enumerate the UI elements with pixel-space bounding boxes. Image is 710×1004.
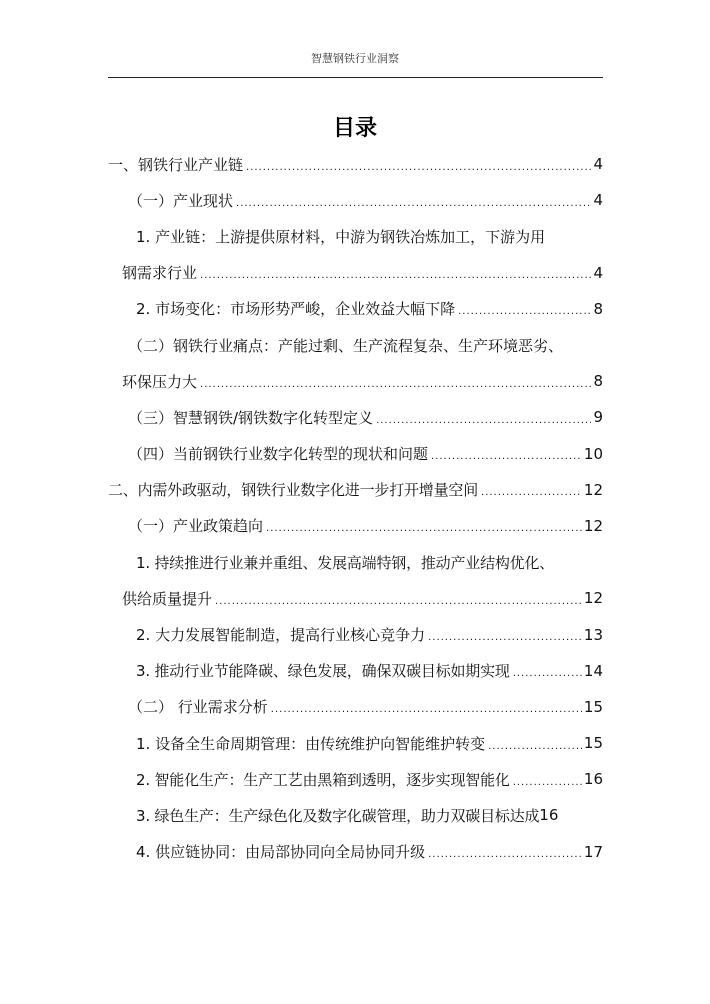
- toc-page-number: 10: [583, 444, 603, 463]
- toc-entry[interactable]: [108, 544, 603, 580]
- toc-entry-text: 1. 设备全生命周期管理：由传统维护向智能维护转变: [136, 734, 486, 753]
- toc-entry[interactable]: [108, 472, 603, 508]
- toc-page-number: 12: [583, 516, 603, 535]
- toc-entry-text: 一、钢铁行业产业链: [108, 155, 244, 174]
- toc-entry[interactable]: [108, 653, 603, 689]
- dot-leader: [458, 306, 591, 317]
- toc-page-number: 12: [583, 589, 603, 608]
- toc-entry-text: 2. 大力发展智能制造，提高行业核心竞争力: [136, 626, 426, 645]
- dot-leader: [431, 451, 582, 462]
- toc-entry-text: 3. 绿色生产：生产绿色化及数字化碳管理，助力双碳目标达成: [136, 806, 540, 825]
- dot-leader: [488, 741, 582, 752]
- toc-page-number: 8: [593, 299, 603, 318]
- toc-entry[interactable]: [108, 725, 603, 761]
- toc-entry[interactable]: [108, 399, 603, 435]
- toc-page-number: 15: [583, 734, 603, 753]
- toc-entry-text: 环保压力大: [122, 372, 198, 391]
- toc-entry-text: （一）产业现状: [128, 191, 234, 210]
- dot-leader: [428, 849, 582, 860]
- toc-title: 目录: [332, 116, 377, 141]
- dot-leader: [200, 379, 591, 390]
- toc-entry-text: （二） 行业需求分析: [128, 698, 268, 717]
- toc-entry-text: （一）产业政策趋向: [128, 517, 264, 536]
- toc-entry[interactable]: [108, 797, 603, 833]
- toc-entry-text: 二、内需外政驱动，钢铁行业数字化进一步打开增量空间: [108, 481, 479, 500]
- toc-entry-text: （四）当前钢铁行业数字化转型的现状和问题: [128, 445, 429, 464]
- dot-leader: [236, 198, 591, 209]
- dot-leader: [266, 523, 582, 534]
- toc-entry-text: 钢需求行业: [122, 264, 198, 283]
- toc-entry[interactable]: [108, 436, 603, 472]
- toc-entry[interactable]: [108, 508, 603, 544]
- dot-leader: [271, 704, 582, 715]
- dot-leader: [246, 162, 591, 173]
- dot-leader: [428, 632, 582, 643]
- dot-leader: [200, 270, 591, 281]
- toc-page-number: 8: [593, 372, 603, 391]
- dot-leader: [481, 487, 582, 498]
- toc-entry[interactable]: [108, 182, 603, 218]
- toc-entry-continuation[interactable]: [108, 363, 603, 399]
- dot-leader: [513, 668, 582, 679]
- toc-entry-continuation[interactable]: [108, 255, 603, 291]
- toc-entry[interactable]: [108, 834, 603, 870]
- dot-leader: [215, 596, 582, 607]
- toc-entry[interactable]: [108, 218, 603, 254]
- toc-entry-text: （二）钢铁行业痛点：产能过剩、生产流程复杂、生产环境恶劣、: [128, 336, 564, 355]
- toc-page-number: 13: [583, 625, 603, 644]
- toc-entry[interactable]: [108, 616, 603, 652]
- toc-page-number: 14: [583, 661, 603, 680]
- toc-entry-text: 4. 供应链协同：由局部协同向全局协同升级: [136, 843, 426, 862]
- toc-page-number: 4: [593, 155, 603, 174]
- toc-page-number: 16: [539, 806, 559, 825]
- toc-entry-text: 1. 产业链：上游提供原材料，中游为钢铁冶炼加工，下游为用: [136, 227, 546, 246]
- toc-entry-text: 3. 推动行业节能降碳、绿色发展，确保双碳目标如期实现: [136, 662, 510, 681]
- toc-entry-text: 供给质量提升: [122, 589, 213, 608]
- toc-entry[interactable]: [108, 291, 603, 327]
- running-header: 智慧钢铁行业洞察: [311, 52, 399, 65]
- toc-entry-text: （三）智慧钢铁/钢铁数字化转型定义: [128, 408, 374, 427]
- toc-entry[interactable]: [108, 689, 603, 725]
- toc-entry[interactable]: [108, 761, 603, 797]
- dot-leader: [376, 415, 591, 426]
- toc-entry-continuation[interactable]: [108, 580, 603, 616]
- toc-page-number: 9: [593, 408, 603, 427]
- toc-page-number: 4: [593, 263, 603, 282]
- toc-page-number: 12: [583, 480, 603, 499]
- toc-entry[interactable]: [108, 327, 603, 363]
- toc-page-number: 16: [583, 770, 603, 789]
- toc-entry-text: 2. 智能化生产：生产工艺由黑箱到透明，逐步实现智能化: [136, 770, 510, 789]
- toc-page-number: 15: [583, 697, 603, 716]
- toc-page-number: 4: [593, 191, 603, 210]
- dot-leader: [513, 777, 582, 788]
- toc-entry-text: 2. 市场变化：市场形势严峻，企业效益大幅下降: [136, 300, 456, 319]
- toc-entry[interactable]: [108, 146, 603, 182]
- header-divider: [108, 77, 603, 78]
- toc-page-number: 17: [583, 842, 603, 861]
- toc-entry-text: 1. 持续推进行业兼并重组、发展高端特钢，推动产业结构优化、: [136, 553, 555, 572]
- table-of-contents: [108, 146, 603, 870]
